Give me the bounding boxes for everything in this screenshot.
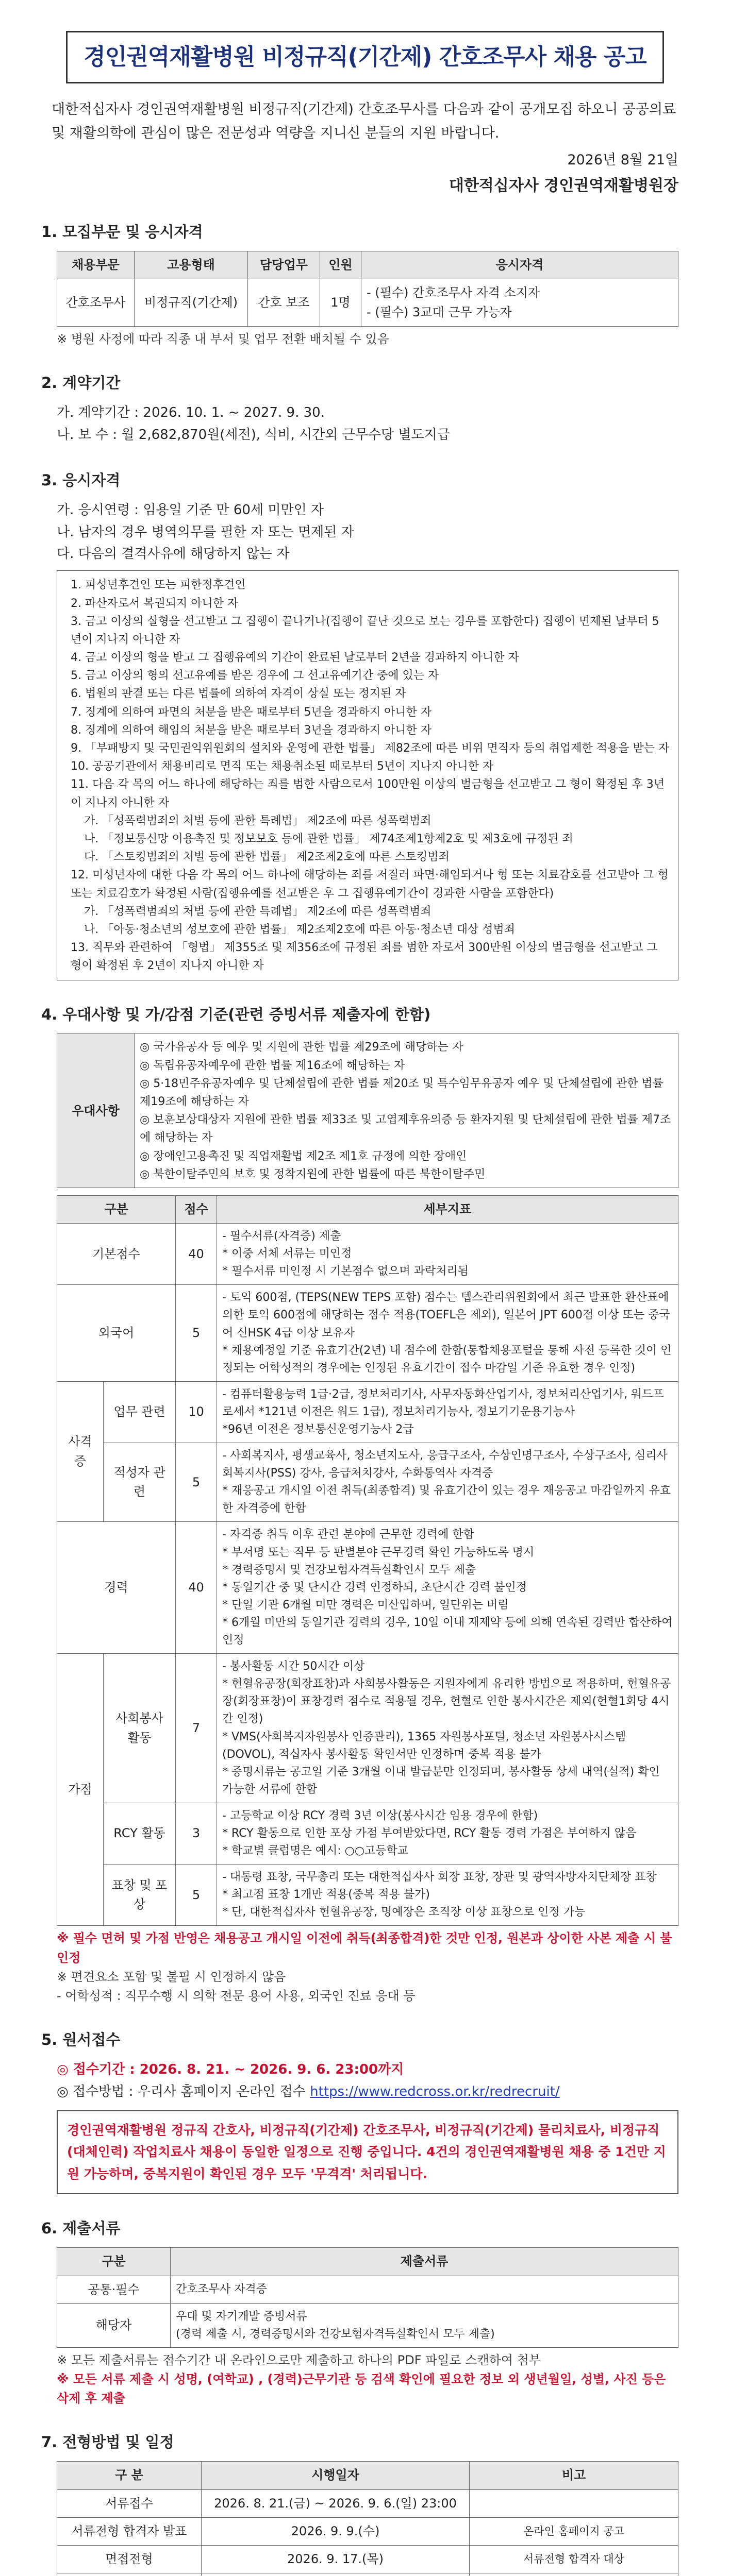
- notice-date: 2026년 8월 21일: [567, 151, 678, 168]
- row-score: 5: [176, 1443, 217, 1522]
- row-detail: [217, 1381, 678, 1443]
- table-row: [57, 1522, 678, 1654]
- detail-line: *96년 이전은 정보통신운영기능사 2급: [222, 1423, 414, 1436]
- qualification-line: - (필수) 간호조무사 자격 소지자: [367, 285, 540, 300]
- table-row: [57, 1654, 678, 1803]
- detail-line: * 경력증명서 및 건강보험자격득실확인서 모두 제출: [222, 1563, 476, 1577]
- detail-line: - 봉사활동 시간 50시간 이상: [222, 1660, 365, 1673]
- list-item: 2. 파산자로서 복권되지 아니한 자: [71, 597, 239, 610]
- row-label: 업무 관련: [104, 1381, 176, 1443]
- td-employment: 비정규직(기간제): [135, 279, 248, 326]
- detail-line: * 동일기간 중 및 단시간 경력 인정하되, 초단시간 경력 불인정: [222, 1581, 527, 1594]
- list-item: 8. 징계에 의하여 해임의 처분을 받은 때로부터 3년을 경과하지 아니한 자: [71, 723, 432, 737]
- detail-line: * 학교별 클럽명은 예시: ○○고등학교: [222, 1844, 409, 1858]
- detail-line: * 재응공고 개시일 이전 취득(최종합격) 및 유효기간이 있는 경우 재응공고 마감일까지 유효한 자격증에 한함: [222, 1484, 671, 1515]
- detail-line: * 6개월 미만의 동일기관 경력의 경우, 10일 이내 재제약 등에 의해 연속된 경력만 합산하여 인정: [222, 1616, 673, 1647]
- section-7-heading: 7. 전형방법 및 일정: [41, 2433, 174, 2451]
- list-item: 가. 「성폭력범죄의 처벌 등에 관한 특례법」 제2조에 따른 성폭력범죄: [84, 905, 432, 918]
- list-item: 1. 피성년후견인 또는 피한정후견인: [71, 579, 246, 592]
- schedule-date: 2026. 9. 9.(수): [202, 2517, 470, 2545]
- section-6-heading: 6. 제출서류: [41, 2219, 121, 2238]
- group-label: 가점: [57, 1654, 104, 1926]
- th-doc-category: 구분: [57, 2248, 171, 2276]
- row-label: 공통·필수: [57, 2276, 171, 2303]
- schedule-stage: [57, 2573, 202, 2576]
- row-score: 7: [176, 1654, 217, 1803]
- row-detail: [217, 1522, 678, 1654]
- preference-item: ◎ 장애인고용촉진 및 직업재활법 제2조 제1호 규정에 의한 장애인: [140, 1149, 467, 1163]
- table-row: [57, 2489, 678, 2517]
- application-method-label: ◎ 접수방법 : 우리사 홈페이지 온라인 접수: [57, 2084, 310, 2100]
- table-row: [57, 1224, 678, 1285]
- row-label: 해당자: [57, 2303, 171, 2347]
- detail-line: * 채용예정일 기준 유효기간(2년) 내 점수에 한함(통합채용포털을 통해 사전 등록한 것이 인정되는 어학성적의 경우에는 인정된 유효기간이 접수 마감일 기준 유효한 경우 인정): [222, 1344, 672, 1375]
- row-score: 10: [176, 1381, 217, 1443]
- row-score: 3: [176, 1803, 217, 1864]
- intro-text: 대한적십자사 경인권역재활병원 비정규직(기간제) 간호조무사를 다음과 같이 공개모집 하오니 공공의료 및 재활의학에 관심이 많은 전문성과 역량을 지니신 분들의 지원 바랍니다.: [52, 101, 676, 142]
- list-item: 가. 「성폭력범죄의 처벌 등에 관한 특례법」 제2조에 따른 성폭력범죄: [84, 814, 432, 827]
- detail-line: - 고등학교 이상 RCY 경력 3년 이상(봉사시간 임용 경우에 한함): [222, 1809, 538, 1822]
- schedule-remark: 서류전형 합격자 대상: [470, 2545, 678, 2573]
- detail-line: - 필수서류(자격증) 제출: [222, 1230, 341, 1243]
- documents-note: ※ 모든 서류 제출 시 성명, (여학교) , (경력)근무기관 등 검색 확인에 필요한 정보 외 생년월일, 성별, 사진 등은 삭제 후 제출: [57, 2372, 666, 2406]
- th-score-detail: 세부지표: [217, 1195, 678, 1223]
- td-qualification: [361, 279, 678, 326]
- row-score: 5: [176, 1865, 217, 1926]
- application-link[interactable]: https://www.redcross.or.kr/redrecruit/: [310, 2084, 560, 2100]
- detail-line: * 단일 기관 6개월 미만 경력은 미산입하며, 일단위는 버림: [222, 1598, 509, 1612]
- detail-line: * RCY 활동으로 인한 포상 가점 부여받았다면, RCY 활동 경력 가점은 부여하지 않음: [222, 1826, 637, 1840]
- detail-line: * 증명서류는 공고일 기준 3개월 이내 발급분만 인정되며, 봉사활동 상세 내역(실적) 확인 가능한 서류에 한함: [222, 1765, 660, 1796]
- table-row: [57, 1443, 678, 1522]
- preference-item: ◎ 보훈보상대상자 지원에 관한 법률 제33조 및 고엽제후유의증 등 환자지원 및 단체설립에 관한 법률 제7조에 해당하는 자: [140, 1113, 671, 1145]
- table-row: [57, 2276, 678, 2303]
- th-score: 점수: [176, 1195, 217, 1223]
- list-item: 12. 미성년자에 대한 다음 각 목의 어느 하나에 해당하는 죄를 저질러 파면·해임되거나 형 또는 치료감호를 선고받아 그 형 또는 치료감호가 확정된 사람(집행유예를 선고받은 후 그 집행유예기간이 경과한 사람을 포함한다): [71, 869, 669, 900]
- table-row: [57, 2303, 678, 2347]
- row-label: 사회봉사 활동: [104, 1654, 176, 1803]
- score-note: ※ 필수 면허 및 가점 반영은 채용공고 개시일 이전에 취득(최종합격)한 것만 인정, 원본과 상이한 사본 제출 시 불인정: [57, 1931, 672, 1965]
- list-item: 13. 직무와 관련하여 「형법」 제355조 및 제356조에 규정된 죄를 범한 자로서 300만원 이상의 벌금형을 선고받고 그 형이 확정된 후 2년이 지나지 아니한 자: [71, 941, 658, 973]
- row-label: 외국어: [57, 1285, 176, 1381]
- schedule-remark: [470, 2573, 678, 2576]
- detail-line: * 헌혈유공장(회장표창)과 사회봉사활동은 지원자에게 유리한 방법으로 적용하며, 헌혈유공장(회장표창)이 표창경력 점수로 적용될 경우, 헌혈로 인한 봉사시간은 제외(헌혈1회당 4시간 인정): [222, 1677, 671, 1726]
- detail-line: * VMS(사회복지자원봉사 인증관리), 1365 자원봉사포털, 청소년 자원봉사시스템(DOVOL), 적십자사 봉사활동 확인서만 인정하며 중복 적용 불가: [222, 1730, 626, 1761]
- organization-name: 대한적십자사 경인권역재활병원장: [449, 176, 678, 195]
- td-count: 1명: [320, 279, 361, 326]
- table-row: [57, 2545, 678, 2573]
- schedule-stage: 서류전형 합격자 발표: [57, 2517, 202, 2545]
- section-2-heading: 2. 계약기간: [41, 374, 121, 392]
- list-item: 4. 금고 이상의 형을 받고 그 집행유예의 기간이 완료된 날로부터 2년을 경과하지 아니한 자: [71, 651, 519, 665]
- detail-line: * 단, 대한적십자사 헌혈유공장, 명예장은 조직장 이상 표창으로 인정 가능: [222, 1906, 586, 1919]
- detail-line: * 이중 서체 서류는 미인정: [222, 1247, 352, 1261]
- preference-table: [57, 1033, 678, 1188]
- list-item: 11. 다음 각 목의 어느 하나에 해당하는 죄를 범한 사람으로서 100만원 이상의 벌금형을 선고받고 그 형이 확정된 후 3년이 지나지 아니한 자: [71, 778, 665, 809]
- preference-label: 우대사항: [57, 1034, 135, 1188]
- salary: 나. 보 수 : 월 2,682,870원(세전), 식비, 시간외 근무수당 별도지급: [57, 427, 450, 443]
- th-qualification: 응시자격: [361, 251, 678, 279]
- th-employment: 고용형태: [135, 251, 248, 279]
- page-title: 경인권역재활병원 비정규직(기간제) 간호조무사 채용 공고: [84, 44, 646, 70]
- row-detail: [217, 1865, 678, 1926]
- list-item: 나. 「정보통신망 이용촉진 및 정보보호 등에 관한 법률」 제74조제1항제2호 및 제3호에 규정된 죄: [84, 832, 573, 845]
- group-label: 사격증: [57, 1381, 104, 1522]
- detail-line: (경력 제출 시, 경력증명서와 건강보험자격득실확인서 모두 제출): [176, 2327, 495, 2341]
- td-category: 간호조무사: [57, 279, 135, 326]
- row-label: 경력: [57, 1522, 176, 1654]
- th-stage: 구 분: [57, 2462, 202, 2489]
- row-label: RCY 활동: [104, 1803, 176, 1864]
- row-detail: [217, 1224, 678, 1285]
- detail-line: - 토익 600점, (TEPS(NEW TEPS 포함) 점수는 텝스관리위원회에서 최근 발표한 환산표에 의한 토익 600점에 해당하는 점수 적용(TOEFL은 제외), 일본어 JPT 600점 이상 또는 중국어 신HSK 4급 이상 보유자: [222, 1291, 670, 1340]
- documents-table: [57, 2247, 678, 2348]
- row-detail: [171, 2276, 678, 2303]
- table-row: [57, 1865, 678, 1926]
- row-detail: [217, 1803, 678, 1864]
- detail-line: * 부서명 또는 직무 등 판별분야 근무경력 확인 가능하도록 명시: [222, 1546, 535, 1559]
- row-detail: [171, 2303, 678, 2347]
- section-5-heading: 5. 원서접수: [41, 2031, 121, 2049]
- table-row: [57, 1381, 678, 1443]
- row-detail: [217, 1443, 678, 1522]
- row-label: 기본점수: [57, 1224, 176, 1285]
- list-item: 3. 금고 이상의 실형을 선고받고 그 집행이 끝나거나(집행이 끝난 것으로 보는 경우를 포함한다) 집행이 면제된 날부터 5년이 지나지 아니한 자: [71, 615, 659, 646]
- list-item: 다. 「스토킹범죄의 처벌 등에 관한 법률」 제2조제2호에 따른 스토킹범죄: [84, 851, 450, 864]
- recruit-table: [57, 251, 678, 327]
- preference-item: ◎ 북한이탈주민의 보호 및 정착지원에 관한 법률에 따른 북한이탈주민: [140, 1167, 486, 1181]
- detail-line: - 대통령 표창, 국무총리 또는 대한적십자사 회장 표창, 장관 및 광역자방자치단체장 표창: [222, 1871, 657, 1884]
- table-row: [57, 2573, 678, 2576]
- preference-item: ◎ 국가유공자 등 예우 및 지원에 관한 법률 제29조에 해당하는 자: [140, 1041, 463, 1054]
- schedule-remark: 온라인 홈페이지 공고: [470, 2517, 678, 2545]
- row-score: 40: [176, 1522, 217, 1654]
- schedule-remark: [470, 2489, 678, 2517]
- th-score-category: 구분: [57, 1195, 176, 1223]
- th-doc-list: 제출서류: [171, 2248, 678, 2276]
- schedule-date: 2026. 8. 21.(금) ~ 2026. 9. 6.(일) 23:00: [202, 2489, 470, 2517]
- detail-line: - 컴퓨터활용능력 1급·2급, 정보처리기사, 사무자동화산업기사, 정보처리산업기사, 워드프로세서 *121년 이전은 워드 1급), 정보처리기능사, 정보기기운용기능사: [222, 1387, 664, 1418]
- table-row: [57, 1803, 678, 1864]
- row-score: 40: [176, 1224, 217, 1285]
- list-item: 7. 징계에 의하여 파면의 처분을 받은 때로부터 5년을 경과하지 아니한 자: [71, 705, 432, 719]
- score-note: - 어학성적 : 직무수행 시 의학 전문 용어 사용, 외국인 진료 응대 등: [57, 1989, 416, 2004]
- score-table: [57, 1195, 678, 1926]
- table-row: [57, 1285, 678, 1381]
- military-requirement: 나. 남자의 경우 병역의무를 필한 자 또는 면제된 자: [57, 524, 354, 540]
- detail-line: * 최고점 표창 1개만 적용(중복 적용 불가): [222, 1888, 430, 1902]
- list-item: 9. 「부패방지 및 국민권익위원회의 설치와 운영에 관한 법률」 제82조에 따른 비위 면직자 등의 취업제한 적용을 받는 자: [71, 742, 670, 755]
- row-detail: [217, 1654, 678, 1803]
- table-row: [57, 2517, 678, 2545]
- section-3-heading: 3. 응시자격: [41, 471, 121, 489]
- row-detail: [217, 1285, 678, 1381]
- list-item: 5. 금고 이상의 형의 선고유예를 받은 경우에 그 선고유예기간 중에 있는 자: [71, 669, 439, 683]
- preference-item: ◎ 5·18민주유공자예우 및 단체설립에 관한 법률 제20조 및 특수임무유공자 예우 및 단체설립에 관한 법률 제19조에 해당하는 자: [140, 1077, 663, 1108]
- schedule-table: [57, 2461, 678, 2576]
- documents-note: ※ 모든 제출서류는 접수기간 내 온라인으로만 제출하고 하나의 PDF 파일로 스캔하여 첨부: [57, 2352, 541, 2367]
- application-method: [57, 2081, 699, 2103]
- qualification-line: - (필수) 3교대 근무 가능자: [367, 304, 512, 319]
- row-label: 표창 및 포상: [104, 1865, 176, 1926]
- section-1-heading: 1. 모집부문 및 응시자격: [41, 223, 203, 241]
- section-1-note: ※ 병원 사정에 따라 직종 내 부서 및 업무 전환 배치될 수 있음: [57, 331, 389, 346]
- disqualification-list: [57, 570, 678, 980]
- row-score: 5: [176, 1285, 217, 1381]
- list-item: 10. 공공기관에서 채용비리로 면직 또는 채용취소된 때로부터 5년이 지나지 아니한 자: [71, 760, 494, 773]
- detail-line: - 자격증 취득 이후 관련 분야에 근무한 경력에 한함: [222, 1528, 474, 1541]
- row-label: 적성자 관련: [104, 1443, 176, 1522]
- disqualification-intro: 다. 다음의 결격사유에 해당하지 않는 자: [57, 546, 290, 562]
- td-duty: 간호 보조: [248, 279, 320, 326]
- schedule-date: 2026. 9. 17.(목): [202, 2545, 470, 2573]
- th-duty: 담당업무: [248, 251, 320, 279]
- list-item: 6. 법원의 판결 또는 다른 법률에 의하여 자격이 상실 또는 정지된 자: [71, 687, 406, 701]
- detail-line: - 사회복지사, 평생교육사, 청소년지도사, 응급구조사, 수상인명구조사, 수상구조사, 심리사회복지사(PSS) 강사, 응급처치강사, 수화통역사 자격증: [222, 1449, 668, 1480]
- schedule-date: [202, 2573, 470, 2576]
- duplicate-application-notice: 경인권역재활병원 정규직 간호사, 비정규직(기간제) 간호조무사, 비정규직(기간제) 물리치료사, 비정규직(대체인력) 작업치료사 채용이 동일한 일정으로 진행 중입니다. 4건의 경인권역재활병원 채용 중 1건만 지원 가능하며, 중복지원이 확인된 경우 모두 '무격격' 처리됩니다.: [57, 2110, 678, 2195]
- th-count: 인원: [320, 251, 361, 279]
- preference-items: [135, 1034, 678, 1188]
- contract-period: 가. 계약기간 : 2026. 10. 1. ~ 2027. 9. 30.: [57, 404, 325, 420]
- schedule-stage: 면접전형: [57, 2545, 202, 2573]
- detail-line: 간호조무사 자격증: [176, 2283, 268, 2296]
- section-4-heading: 4. 우대사항 및 가/감점 기준(관련 증빙서류 제출자에 한함): [41, 1006, 431, 1024]
- th-date: 시행일자: [202, 2462, 470, 2489]
- list-item: 나. 「아동·청소년의 성보호에 관한 법률」 제2조제2호에 따른 아동·청소년 대상 성범죄: [84, 923, 515, 936]
- th-category: 채용부문: [57, 251, 135, 279]
- age-requirement: 가. 응시연령 : 임용일 기준 만 60세 미만인 자: [57, 502, 324, 518]
- score-note: ※ 편견요소 포함 및 불필 시 인정하지 않음: [57, 1969, 286, 1984]
- detail-line: 우대 및 자기개발 증빙서류: [176, 2310, 307, 2323]
- schedule-stage: 서류접수: [57, 2489, 202, 2517]
- detail-line: * 필수서류 미인정 시 기본점수 없으며 과락처리됨: [222, 1265, 469, 1278]
- title-box: [66, 31, 664, 83]
- preference-item: ◎ 독립유공자예우에 관한 법률 제16조에 해당하는 자: [140, 1059, 405, 1072]
- application-period: ◎ 접수기간 : 2026. 8. 21. ~ 2026. 9. 6. 23:00까지: [57, 2062, 404, 2078]
- th-remark: 비고: [470, 2462, 678, 2489]
